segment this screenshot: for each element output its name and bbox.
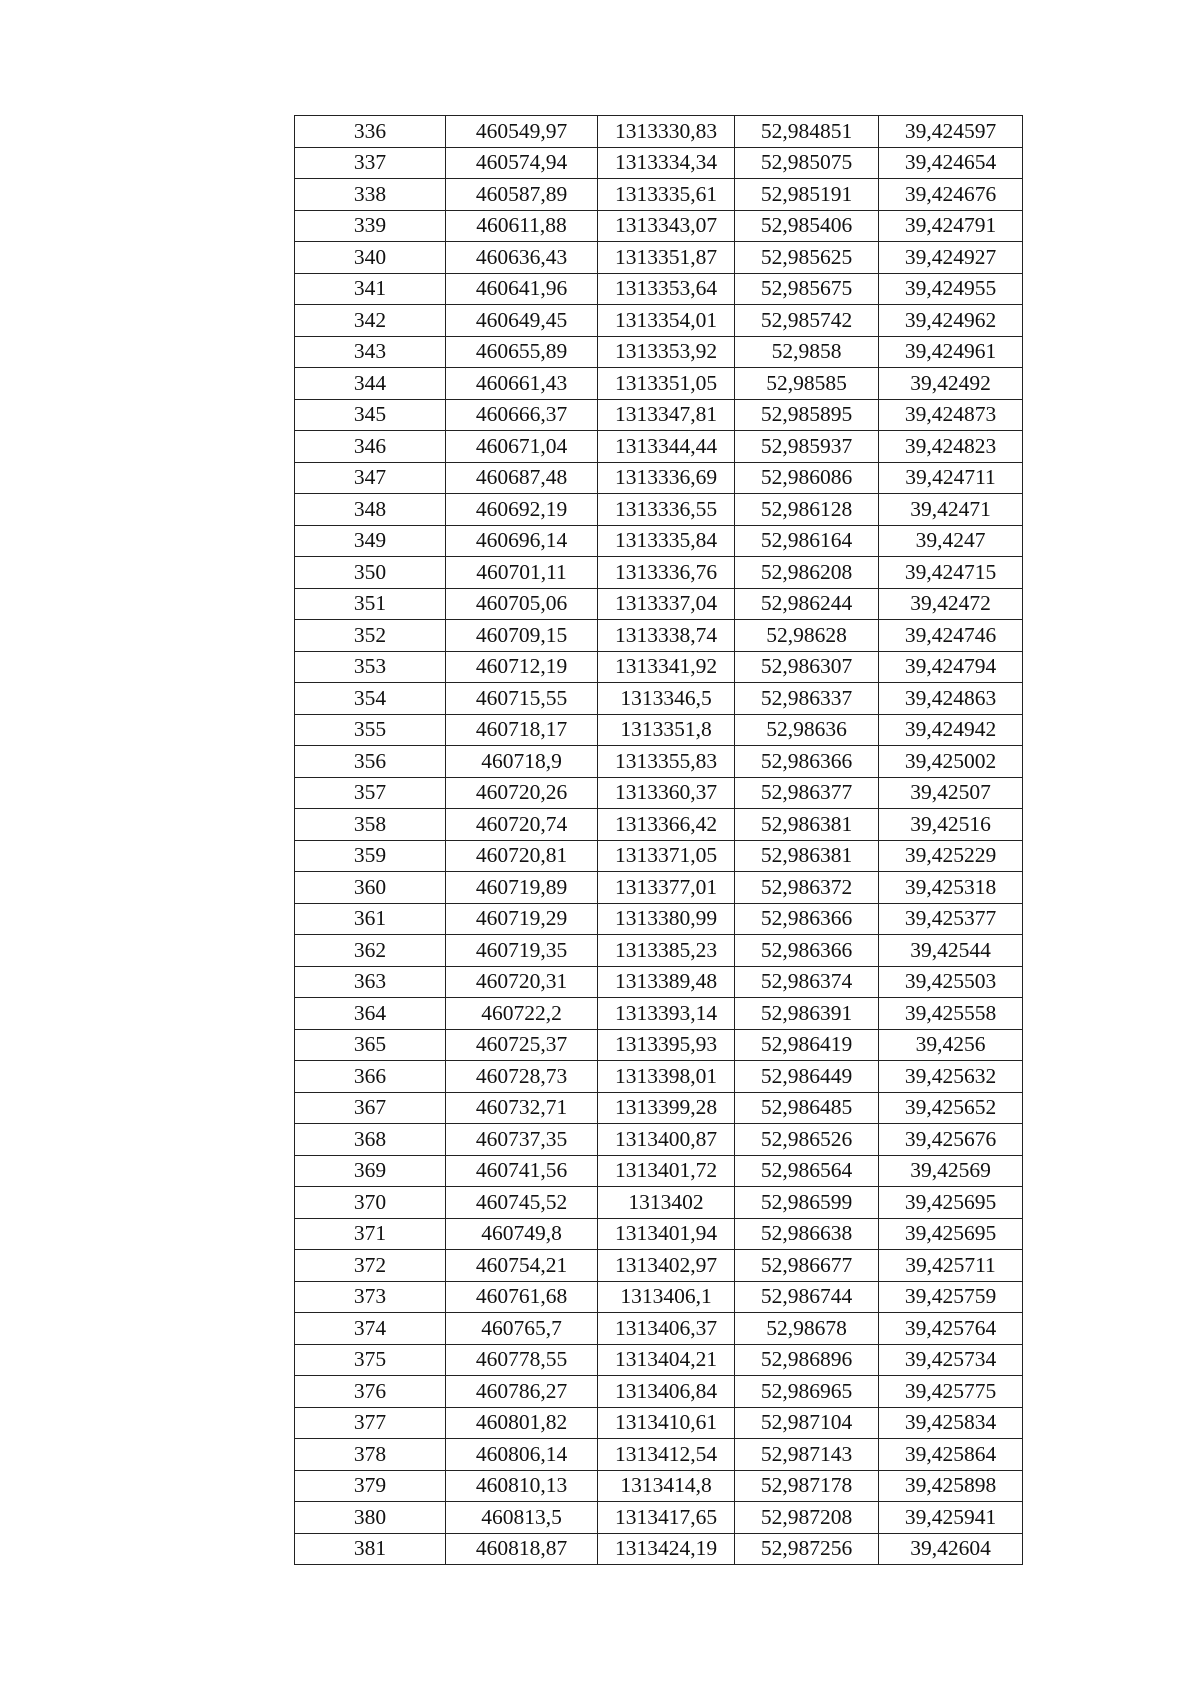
y-coordinate-cell: 1313346,5	[598, 683, 735, 715]
table-row	[295, 336, 1023, 368]
x-coordinate-cell: 460718,17	[446, 714, 598, 746]
latitude-cell: 52,986372	[735, 872, 879, 904]
latitude-cell: 52,985937	[735, 431, 879, 463]
x-coordinate-cell: 460818,87	[446, 1533, 598, 1565]
point-number-cell: 350	[295, 557, 446, 589]
point-number-cell: 346	[295, 431, 446, 463]
latitude-cell: 52,986244	[735, 588, 879, 620]
y-coordinate-cell: 1313417,65	[598, 1502, 735, 1534]
latitude-cell: 52,987256	[735, 1533, 879, 1565]
x-coordinate-cell: 460778,55	[446, 1344, 598, 1376]
longitude-cell: 39,4256	[879, 1029, 1023, 1061]
x-coordinate-cell: 460745,52	[446, 1187, 598, 1219]
longitude-cell: 39,424715	[879, 557, 1023, 589]
table-row	[295, 1029, 1023, 1061]
table-row	[295, 116, 1023, 148]
latitude-cell: 52,986391	[735, 998, 879, 1030]
x-coordinate-cell: 460720,31	[446, 966, 598, 998]
x-coordinate-cell: 460587,89	[446, 179, 598, 211]
y-coordinate-cell: 1313389,48	[598, 966, 735, 998]
longitude-cell: 39,425775	[879, 1376, 1023, 1408]
x-coordinate-cell: 460786,27	[446, 1376, 598, 1408]
longitude-cell: 39,4247	[879, 525, 1023, 557]
table-row	[295, 1061, 1023, 1093]
table-row	[295, 1250, 1023, 1282]
latitude-cell: 52,986485	[735, 1092, 879, 1124]
y-coordinate-cell: 1313335,61	[598, 179, 735, 211]
y-coordinate-cell: 1313351,05	[598, 368, 735, 400]
longitude-cell: 39,42492	[879, 368, 1023, 400]
table-row	[295, 305, 1023, 337]
table-row	[295, 809, 1023, 841]
longitude-cell: 39,424597	[879, 116, 1023, 148]
point-number-cell: 341	[295, 273, 446, 305]
latitude-cell: 52,986381	[735, 840, 879, 872]
latitude-cell: 52,985895	[735, 399, 879, 431]
y-coordinate-cell: 1313377,01	[598, 872, 735, 904]
table-row	[295, 273, 1023, 305]
y-coordinate-cell: 1313385,23	[598, 935, 735, 967]
table-row	[295, 777, 1023, 809]
latitude-cell: 52,986337	[735, 683, 879, 715]
latitude-cell: 52,987178	[735, 1470, 879, 1502]
point-number-cell: 339	[295, 210, 446, 242]
x-coordinate-cell: 460712,19	[446, 651, 598, 683]
y-coordinate-cell: 1313353,92	[598, 336, 735, 368]
latitude-cell: 52,98628	[735, 620, 879, 652]
point-number-cell: 360	[295, 872, 446, 904]
x-coordinate-cell: 460671,04	[446, 431, 598, 463]
longitude-cell: 39,425695	[879, 1187, 1023, 1219]
y-coordinate-cell: 1313341,92	[598, 651, 735, 683]
point-number-cell: 344	[295, 368, 446, 400]
longitude-cell: 39,425377	[879, 903, 1023, 935]
y-coordinate-cell: 1313401,72	[598, 1155, 735, 1187]
longitude-cell: 39,424961	[879, 336, 1023, 368]
longitude-cell: 39,42472	[879, 588, 1023, 620]
x-coordinate-cell: 460737,35	[446, 1124, 598, 1156]
point-number-cell: 374	[295, 1313, 446, 1345]
table-row	[295, 1281, 1023, 1313]
longitude-cell: 39,425864	[879, 1439, 1023, 1471]
table-row	[295, 746, 1023, 778]
y-coordinate-cell: 1313380,99	[598, 903, 735, 935]
table-row	[295, 935, 1023, 967]
longitude-cell: 39,424823	[879, 431, 1023, 463]
y-coordinate-cell: 1313401,94	[598, 1218, 735, 1250]
longitude-cell: 39,425503	[879, 966, 1023, 998]
longitude-cell: 39,425558	[879, 998, 1023, 1030]
point-number-cell: 343	[295, 336, 446, 368]
x-coordinate-cell: 460655,89	[446, 336, 598, 368]
x-coordinate-cell: 460687,48	[446, 462, 598, 494]
longitude-cell: 39,425764	[879, 1313, 1023, 1345]
table-row	[295, 1502, 1023, 1534]
point-number-cell: 356	[295, 746, 446, 778]
latitude-cell: 52,986366	[735, 903, 879, 935]
table-row	[295, 1407, 1023, 1439]
longitude-cell: 39,424955	[879, 273, 1023, 305]
longitude-cell: 39,425632	[879, 1061, 1023, 1093]
x-coordinate-cell: 460715,55	[446, 683, 598, 715]
longitude-cell: 39,425734	[879, 1344, 1023, 1376]
y-coordinate-cell: 1313355,83	[598, 746, 735, 778]
latitude-cell: 52,985675	[735, 273, 879, 305]
longitude-cell: 39,424791	[879, 210, 1023, 242]
point-number-cell: 338	[295, 179, 446, 211]
latitude-cell: 52,985191	[735, 179, 879, 211]
table-row	[295, 557, 1023, 589]
point-number-cell: 376	[295, 1376, 446, 1408]
x-coordinate-cell: 460732,71	[446, 1092, 598, 1124]
longitude-cell: 39,424873	[879, 399, 1023, 431]
point-number-cell: 342	[295, 305, 446, 337]
y-coordinate-cell: 1313334,34	[598, 147, 735, 179]
point-number-cell: 347	[295, 462, 446, 494]
y-coordinate-cell: 1313353,64	[598, 273, 735, 305]
point-number-cell: 354	[295, 683, 446, 715]
y-coordinate-cell: 1313337,04	[598, 588, 735, 620]
longitude-cell: 39,425898	[879, 1470, 1023, 1502]
table-row	[295, 651, 1023, 683]
point-number-cell: 365	[295, 1029, 446, 1061]
table-row	[295, 431, 1023, 463]
longitude-cell: 39,425676	[879, 1124, 1023, 1156]
latitude-cell: 52,986164	[735, 525, 879, 557]
table-row	[295, 1092, 1023, 1124]
point-number-cell: 375	[295, 1344, 446, 1376]
latitude-cell: 52,986677	[735, 1250, 879, 1282]
table-row	[295, 242, 1023, 274]
longitude-cell: 39,424654	[879, 147, 1023, 179]
latitude-cell: 52,986208	[735, 557, 879, 589]
latitude-cell: 52,984851	[735, 116, 879, 148]
longitude-cell: 39,425695	[879, 1218, 1023, 1250]
table-row	[295, 179, 1023, 211]
point-number-cell: 368	[295, 1124, 446, 1156]
x-coordinate-cell: 460701,11	[446, 557, 598, 589]
point-number-cell: 378	[295, 1439, 446, 1471]
point-number-cell: 363	[295, 966, 446, 998]
y-coordinate-cell: 1313400,87	[598, 1124, 735, 1156]
x-coordinate-cell: 460696,14	[446, 525, 598, 557]
y-coordinate-cell: 1313344,44	[598, 431, 735, 463]
longitude-cell: 39,424794	[879, 651, 1023, 683]
y-coordinate-cell: 1313398,01	[598, 1061, 735, 1093]
point-number-cell: 337	[295, 147, 446, 179]
latitude-cell: 52,987208	[735, 1502, 879, 1534]
latitude-cell: 52,985625	[735, 242, 879, 274]
x-coordinate-cell: 460741,56	[446, 1155, 598, 1187]
table-row	[295, 872, 1023, 904]
y-coordinate-cell: 1313351,8	[598, 714, 735, 746]
x-coordinate-cell: 460801,82	[446, 1407, 598, 1439]
table-row	[295, 1376, 1023, 1408]
table-row	[295, 1344, 1023, 1376]
point-number-cell: 357	[295, 777, 446, 809]
latitude-cell: 52,986374	[735, 966, 879, 998]
latitude-cell: 52,987143	[735, 1439, 879, 1471]
table-row	[295, 494, 1023, 526]
table-row	[295, 714, 1023, 746]
table-row	[295, 588, 1023, 620]
table-row	[295, 1533, 1023, 1565]
y-coordinate-cell: 1313371,05	[598, 840, 735, 872]
y-coordinate-cell: 1313414,8	[598, 1470, 735, 1502]
x-coordinate-cell: 460641,96	[446, 273, 598, 305]
latitude-cell: 52,986128	[735, 494, 879, 526]
y-coordinate-cell: 1313424,19	[598, 1533, 735, 1565]
x-coordinate-cell: 460719,35	[446, 935, 598, 967]
y-coordinate-cell: 1313395,93	[598, 1029, 735, 1061]
latitude-cell: 52,986449	[735, 1061, 879, 1093]
coordinates-table	[294, 115, 1023, 1565]
latitude-cell: 52,986896	[735, 1344, 879, 1376]
longitude-cell: 39,425318	[879, 872, 1023, 904]
latitude-cell: 52,986366	[735, 746, 879, 778]
longitude-cell: 39,425002	[879, 746, 1023, 778]
longitude-cell: 39,425941	[879, 1502, 1023, 1534]
point-number-cell: 351	[295, 588, 446, 620]
x-coordinate-cell: 460725,37	[446, 1029, 598, 1061]
longitude-cell: 39,425652	[879, 1092, 1023, 1124]
latitude-cell: 52,987104	[735, 1407, 879, 1439]
y-coordinate-cell: 1313406,1	[598, 1281, 735, 1313]
table-row	[295, 399, 1023, 431]
x-coordinate-cell: 460728,73	[446, 1061, 598, 1093]
point-number-cell: 364	[295, 998, 446, 1030]
longitude-cell: 39,425834	[879, 1407, 1023, 1439]
point-number-cell: 353	[295, 651, 446, 683]
longitude-cell: 39,42544	[879, 935, 1023, 967]
table-row	[295, 1187, 1023, 1219]
table-row	[295, 462, 1023, 494]
latitude-cell: 52,986599	[735, 1187, 879, 1219]
point-number-cell: 377	[295, 1407, 446, 1439]
point-number-cell: 358	[295, 809, 446, 841]
latitude-cell: 52,985406	[735, 210, 879, 242]
longitude-cell: 39,425229	[879, 840, 1023, 872]
table-row	[295, 998, 1023, 1030]
latitude-cell: 52,986366	[735, 935, 879, 967]
x-coordinate-cell: 460611,88	[446, 210, 598, 242]
point-number-cell: 381	[295, 1533, 446, 1565]
latitude-cell: 52,9858	[735, 336, 879, 368]
latitude-cell: 52,986377	[735, 777, 879, 809]
point-number-cell: 379	[295, 1470, 446, 1502]
latitude-cell: 52,98585	[735, 368, 879, 400]
coordinates-table-body	[295, 116, 1023, 1565]
x-coordinate-cell: 460709,15	[446, 620, 598, 652]
y-coordinate-cell: 1313347,81	[598, 399, 735, 431]
point-number-cell: 340	[295, 242, 446, 274]
y-coordinate-cell: 1313343,07	[598, 210, 735, 242]
table-row	[295, 903, 1023, 935]
x-coordinate-cell: 460718,9	[446, 746, 598, 778]
longitude-cell: 39,42569	[879, 1155, 1023, 1187]
latitude-cell: 52,986744	[735, 1281, 879, 1313]
point-number-cell: 380	[295, 1502, 446, 1534]
longitude-cell: 39,425711	[879, 1250, 1023, 1282]
longitude-cell: 39,424962	[879, 305, 1023, 337]
y-coordinate-cell: 1313336,76	[598, 557, 735, 589]
table-row	[295, 1439, 1023, 1471]
y-coordinate-cell: 1313330,83	[598, 116, 735, 148]
x-coordinate-cell: 460720,81	[446, 840, 598, 872]
longitude-cell: 39,424863	[879, 683, 1023, 715]
point-number-cell: 352	[295, 620, 446, 652]
latitude-cell: 52,986086	[735, 462, 879, 494]
x-coordinate-cell: 460661,43	[446, 368, 598, 400]
table-row	[295, 1218, 1023, 1250]
y-coordinate-cell: 1313404,21	[598, 1344, 735, 1376]
point-number-cell: 370	[295, 1187, 446, 1219]
x-coordinate-cell: 460719,89	[446, 872, 598, 904]
y-coordinate-cell: 1313402,97	[598, 1250, 735, 1282]
x-coordinate-cell: 460574,94	[446, 147, 598, 179]
x-coordinate-cell: 460761,68	[446, 1281, 598, 1313]
table-row	[295, 620, 1023, 652]
table-row	[295, 210, 1023, 242]
x-coordinate-cell: 460749,8	[446, 1218, 598, 1250]
point-number-cell: 372	[295, 1250, 446, 1282]
longitude-cell: 39,424746	[879, 620, 1023, 652]
longitude-cell: 39,424676	[879, 179, 1023, 211]
x-coordinate-cell: 460719,29	[446, 903, 598, 935]
y-coordinate-cell: 1313406,37	[598, 1313, 735, 1345]
longitude-cell: 39,42516	[879, 809, 1023, 841]
point-number-cell: 345	[295, 399, 446, 431]
latitude-cell: 52,986526	[735, 1124, 879, 1156]
x-coordinate-cell: 460649,45	[446, 305, 598, 337]
y-coordinate-cell: 1313338,74	[598, 620, 735, 652]
latitude-cell: 52,986307	[735, 651, 879, 683]
table-row	[295, 147, 1023, 179]
y-coordinate-cell: 1313406,84	[598, 1376, 735, 1408]
point-number-cell: 355	[295, 714, 446, 746]
table-row	[295, 1124, 1023, 1156]
table-row	[295, 840, 1023, 872]
x-coordinate-cell: 460549,97	[446, 116, 598, 148]
y-coordinate-cell: 1313402	[598, 1187, 735, 1219]
latitude-cell: 52,986381	[735, 809, 879, 841]
y-coordinate-cell: 1313399,28	[598, 1092, 735, 1124]
x-coordinate-cell: 460722,2	[446, 998, 598, 1030]
latitude-cell: 52,986419	[735, 1029, 879, 1061]
longitude-cell: 39,42507	[879, 777, 1023, 809]
point-number-cell: 373	[295, 1281, 446, 1313]
y-coordinate-cell: 1313366,42	[598, 809, 735, 841]
table-row	[295, 1470, 1023, 1502]
point-number-cell: 361	[295, 903, 446, 935]
x-coordinate-cell: 460705,06	[446, 588, 598, 620]
x-coordinate-cell: 460692,19	[446, 494, 598, 526]
x-coordinate-cell: 460754,21	[446, 1250, 598, 1282]
y-coordinate-cell: 1313360,37	[598, 777, 735, 809]
table-row	[295, 525, 1023, 557]
longitude-cell: 39,424927	[879, 242, 1023, 274]
point-number-cell: 366	[295, 1061, 446, 1093]
longitude-cell: 39,424711	[879, 462, 1023, 494]
latitude-cell: 52,986564	[735, 1155, 879, 1187]
x-coordinate-cell: 460813,5	[446, 1502, 598, 1534]
point-number-cell: 336	[295, 116, 446, 148]
latitude-cell: 52,98636	[735, 714, 879, 746]
table-row	[295, 1155, 1023, 1187]
y-coordinate-cell: 1313354,01	[598, 305, 735, 337]
y-coordinate-cell: 1313336,55	[598, 494, 735, 526]
latitude-cell: 52,986965	[735, 1376, 879, 1408]
longitude-cell: 39,425759	[879, 1281, 1023, 1313]
latitude-cell: 52,985075	[735, 147, 879, 179]
longitude-cell: 39,42604	[879, 1533, 1023, 1565]
y-coordinate-cell: 1313410,61	[598, 1407, 735, 1439]
y-coordinate-cell: 1313412,54	[598, 1439, 735, 1471]
point-number-cell: 359	[295, 840, 446, 872]
x-coordinate-cell: 460636,43	[446, 242, 598, 274]
table-row	[295, 1313, 1023, 1345]
y-coordinate-cell: 1313335,84	[598, 525, 735, 557]
point-number-cell: 349	[295, 525, 446, 557]
table-row	[295, 966, 1023, 998]
y-coordinate-cell: 1313393,14	[598, 998, 735, 1030]
latitude-cell: 52,986638	[735, 1218, 879, 1250]
latitude-cell: 52,985742	[735, 305, 879, 337]
x-coordinate-cell: 460765,7	[446, 1313, 598, 1345]
x-coordinate-cell: 460666,37	[446, 399, 598, 431]
latitude-cell: 52,98678	[735, 1313, 879, 1345]
x-coordinate-cell: 460720,74	[446, 809, 598, 841]
point-number-cell: 367	[295, 1092, 446, 1124]
point-number-cell: 362	[295, 935, 446, 967]
x-coordinate-cell: 460806,14	[446, 1439, 598, 1471]
longitude-cell: 39,42471	[879, 494, 1023, 526]
table-row	[295, 683, 1023, 715]
point-number-cell: 371	[295, 1218, 446, 1250]
x-coordinate-cell: 460720,26	[446, 777, 598, 809]
y-coordinate-cell: 1313336,69	[598, 462, 735, 494]
point-number-cell: 348	[295, 494, 446, 526]
point-number-cell: 369	[295, 1155, 446, 1187]
table-row	[295, 368, 1023, 400]
longitude-cell: 39,424942	[879, 714, 1023, 746]
y-coordinate-cell: 1313351,87	[598, 242, 735, 274]
x-coordinate-cell: 460810,13	[446, 1470, 598, 1502]
